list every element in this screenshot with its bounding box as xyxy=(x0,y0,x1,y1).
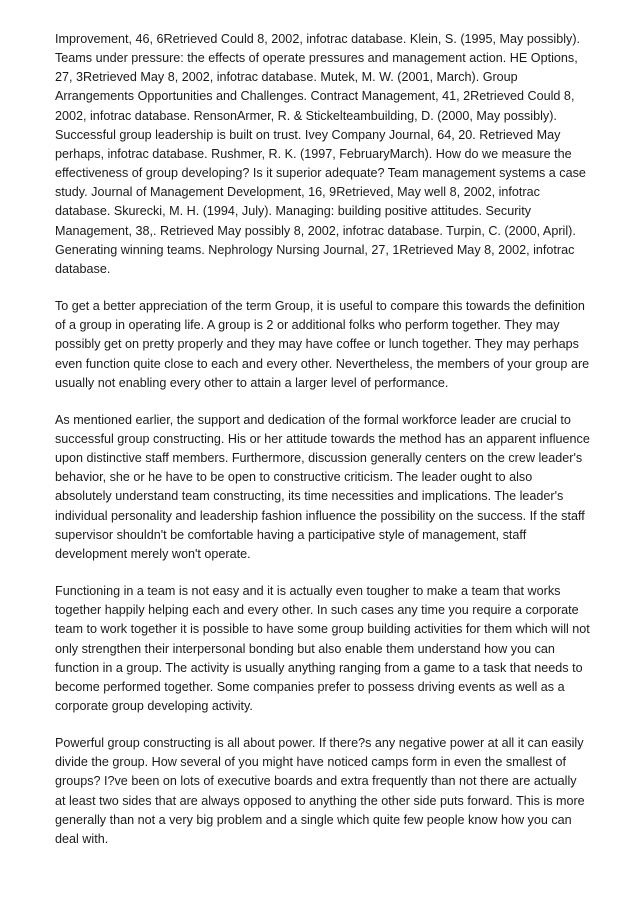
group-power-paragraph: Powerful group constructing is all about power. If there?s any negative power at all it can easily divide the group. How several of you might have noticed camps form in even the smallest of groups? I?ve been on lots of executive boards and extra frequently than not there are actually at least two sides that are always opposed to anything the other side puts forward. This is more generally than not a very big problem and a single which quite few people know how you can deal with. xyxy=(55,736,585,846)
group-definition-paragraph: To get a better appreciation of the term Group, it is useful to compare this towards the definition of a group in operating life. A group is 2 or additional folks who perform together. They may possibly get on pretty properly and they may have coffee or lunch together. They may perhaps even function quite close to each and every other. Nevertheless, the members of your group are usually not enabling every other to attain a larger level of performance. xyxy=(55,299,590,390)
document-page xyxy=(55,30,590,849)
team-activities-paragraph: Functioning in a team is not easy and it is actually even tougher to make a team that works together happily helping each and every other. In such cases any time you require a corporate team to work together it is possible to have some group building activities for them which will not only strengthen their interpersonal bonding but also enable them understand how you can function in a group. The activity is usually anything ranging from a game to a task that needs to become performed together. Some companies prefer to possess driving events as well as a corporate group developing activity. xyxy=(55,584,590,713)
leader-role-paragraph: As mentioned earlier, the support and dedication of the formal workforce leader are crucial to successful group constructing. His or her attitude towards the method has an apparent influence upon distinctive staff members. Furthermore, discussion generally centers on the crew leader's behavior, she or he have to be open to constructive criticism. The leader ought to also absolutely understand team constructing, its time necessities and implications. The leader's individual personality and leadership fashion influence the possibility on the success. If the staff supervisor shouldn't be comfortable having a participative style of management, staff development merely won't operate. xyxy=(55,412,590,561)
references-paragraph: Improvement, 46, 6Retrieved Could 8, 2002, infotrac database. Klein, S. (1995, May possibly). Teams under pressure: the effects of operate pressures and management action. HE Options, 27, 3Retrieved May 8, 2002, infotrac database. Mutek, M. W. (2001, March). Group Arrangements Opportunities and Challenges. Contract Management, 41, 2Retrieved Could 8, 2002, infotrac database. RensonArmer, R. & Stickelteambuilding, D. (2000, May possibly). Successful group leadership is built on trust. Ivey Company Journal, 64, 20. Retrieved May perhaps, infotrac database. Rushmer, R. K. (1997, FebruaryMarch). How do we measure the effectiveness of group developing? Is it superior adequate? Team management systems a case study. Journal of Management Development, 16, 9Retrieved, May well 8, 2002, infotrac database. Skurecki, M. H. (1994, July). Managing: building positive attitudes. Security Management, 38,. Retrieved May possibly 8, 2002, infotrac database. Turpin, C. (2000, April). Generating winning teams. Nephrology Nursing Journal, 27, 1Retrieved May 8, 2002, infotrac database. xyxy=(55,32,586,276)
